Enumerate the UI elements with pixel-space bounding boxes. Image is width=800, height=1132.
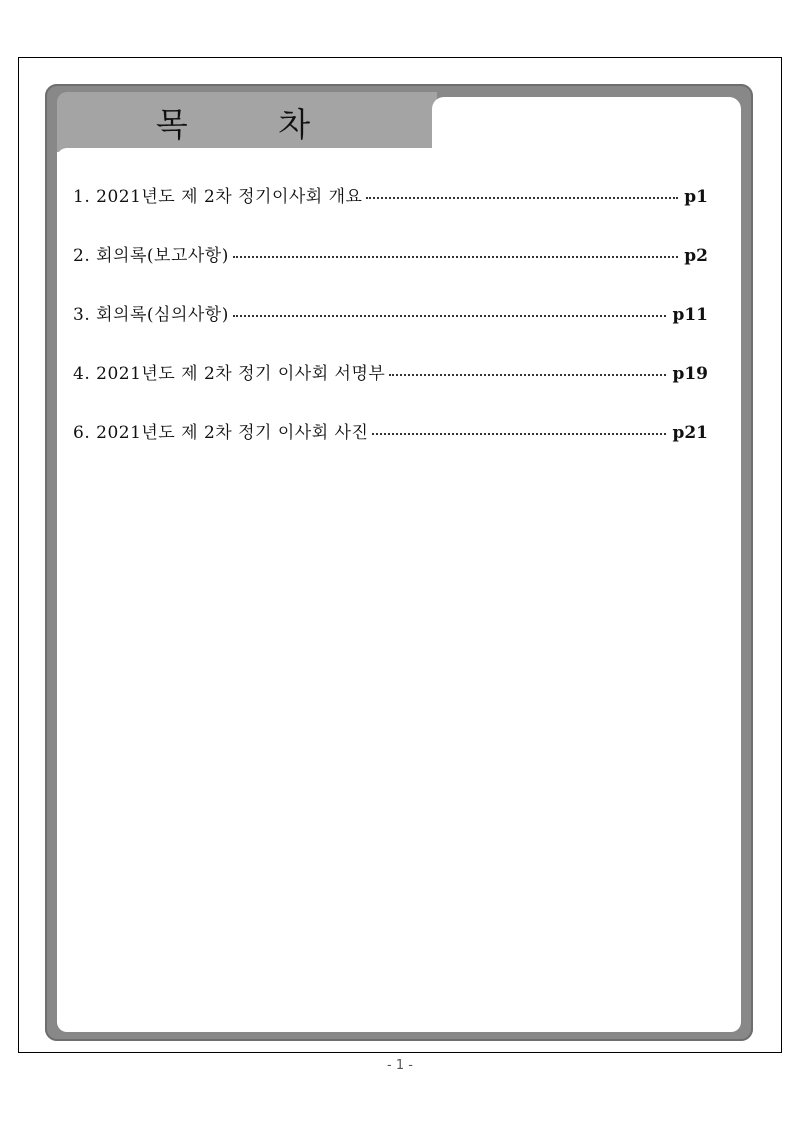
page-number: - 1 - (387, 1058, 413, 1073)
toc-item-label: 4. 2021년도 제 2차 정기 이사회 서명부 (73, 364, 386, 384)
toc-item-label: 3. 회의록(심의사항) (73, 305, 229, 325)
toc-item[interactable] (73, 351, 708, 384)
toc-item-page: p21 (672, 423, 708, 443)
toc-item[interactable] (73, 410, 708, 443)
toc-dot-leader (389, 374, 666, 376)
toc-item-label: 1. 2021년도 제 2차 정기이사회 개요 (73, 187, 363, 207)
toc-item-page: p2 (684, 246, 708, 266)
toc-dot-leader (372, 433, 666, 435)
toc-item-label: 6. 2021년도 제 2차 정기 이사회 사진 (73, 423, 369, 443)
toc-item-label: 2. 회의록(보고사항) (73, 246, 229, 266)
toc-dot-leader (366, 197, 678, 199)
toc-title: 목 차 (155, 105, 351, 144)
toc-item-page: p1 (684, 187, 708, 207)
toc-list (73, 174, 708, 469)
toc-item[interactable] (73, 174, 708, 207)
toc-item[interactable] (73, 292, 708, 325)
toc-dot-leader (233, 315, 667, 317)
toc-item[interactable] (73, 233, 708, 266)
toc-tab-cutout (432, 97, 741, 157)
toc-dot-leader (233, 256, 678, 258)
toc-item-page: p11 (672, 305, 708, 325)
toc-item-page: p19 (672, 364, 708, 384)
